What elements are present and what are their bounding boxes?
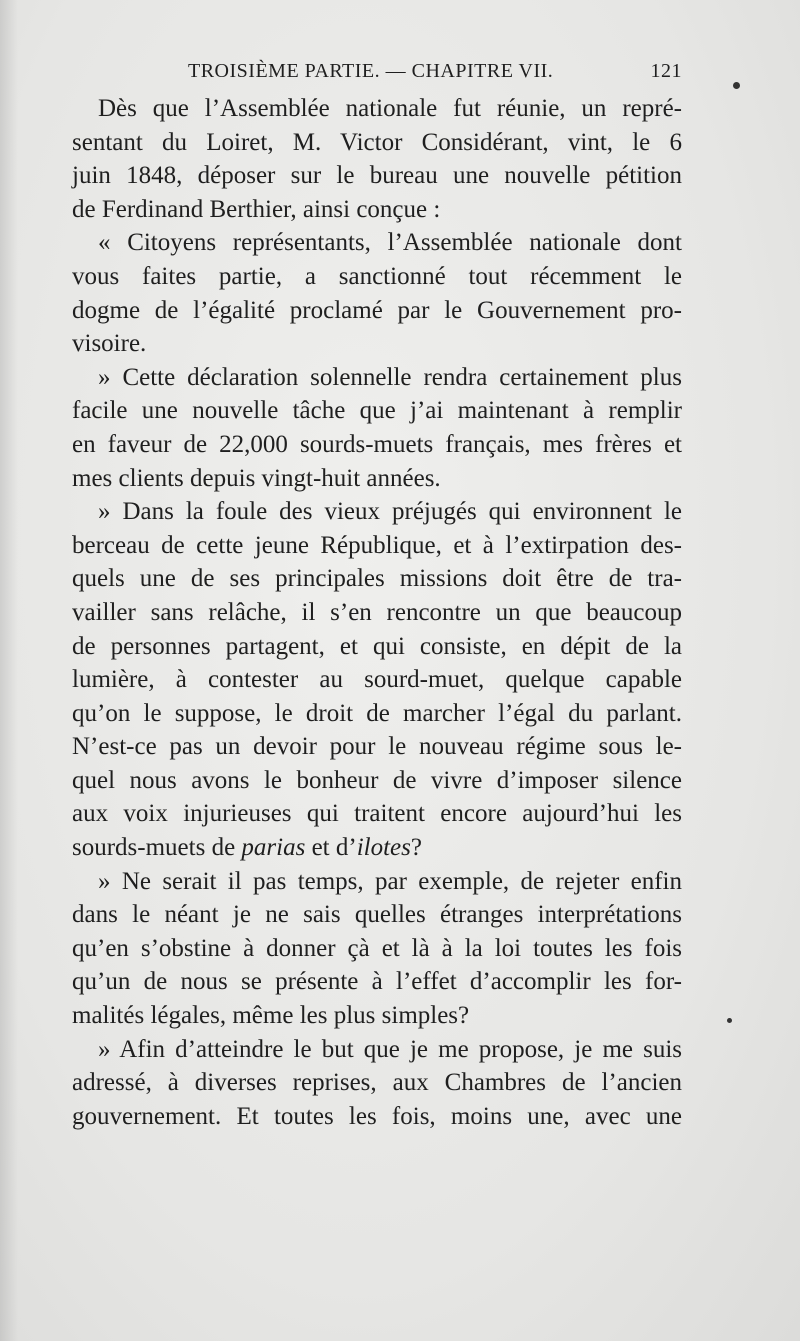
text-line: « Citoyens représentants, l’Assemblée nationale dont (98, 229, 682, 257)
running-head (70, 56, 682, 82)
text-line: berceau de cette jeune République, et à l’extirpation des- (72, 531, 682, 559)
text-line: sentant du Loiret, M. Victor Considérant, vint, le 6 (72, 128, 682, 156)
text-line: facile une nouvelle tâche que j’ai maintenant à remplir (72, 397, 682, 425)
page-number: 121 (650, 60, 682, 82)
text-line: dans le néant je ne sais quelles étranges interprétations (72, 901, 682, 929)
text-line: gouvernement. Et toutes les fois, moins une, avec une (72, 1102, 682, 1130)
text-line: adressé, à diverses reprises, aux Chambres de l’ancien (72, 1069, 682, 1097)
text-line: mes clients depuis vingt-huit années. (72, 464, 441, 492)
text-line: » Afin d’atteindre le but que je me propose, je me suis (98, 1035, 682, 1063)
text-line: quels une de ses principales missions doit être de tra- (72, 565, 682, 593)
text-line: sourds-muets de parias et d’ilotes? (72, 834, 422, 862)
text-line: N’est-ce pas un devoir pour le nouveau régime sous le- (72, 733, 682, 761)
text-line: qu’un de nous se présente à l’effet d’accomplir les for- (72, 968, 682, 996)
italic-word: ilotes (356, 834, 411, 862)
text-line: qu’on le suppose, le droit de marcher l’égal du parlant. (72, 699, 682, 727)
text-line: en faveur de 22,000 sourds-muets français, mes frères et (72, 430, 682, 458)
text-line: dogme de l’égalité proclamé par le Gouvernement pro- (72, 296, 682, 324)
italic-word: parias (241, 834, 306, 862)
text-line: de Ferdinand Berthier, ainsi conçue : (72, 195, 441, 223)
text-line: quel nous avons le bonheur de vivre d’imposer silence (72, 766, 682, 794)
text-line: » Dans la foule des vieux préjugés qui environnent le (98, 498, 682, 526)
text-line: qu’en s’obstine à donner çà et là à la loi toutes les fois (72, 934, 682, 962)
text-line: vailler sans relâche, il s’en rencontre un que beaucoup (72, 598, 682, 626)
text-line: lumière, à contester au sourd-muet, quelque capable (72, 666, 682, 694)
text-line: de personnes partagent, et qui consiste, en dépit de la (72, 632, 682, 660)
body-text (72, 92, 682, 1133)
text-line: Dès que l’Assemblée nationale fut réunie, un repré- (98, 95, 682, 122)
text-line: visoire. (72, 330, 147, 358)
text-line: » Cette déclaration solennelle rendra certainement plus (98, 363, 682, 391)
text-line: vous faites partie, a sanctionné tout récemment le (72, 262, 682, 290)
text-line: » Ne serait il pas temps, par exemple, de rejeter enfin (98, 867, 682, 895)
running-title: TROISIÈME PARTIE. — CHAPITRE VII. (188, 60, 554, 82)
ink-speck-mark (733, 82, 740, 89)
text-line: juin 1848, déposer sur le bureau une nouvelle pétition (72, 162, 682, 190)
text-line: malités légales, même les plus simples? (72, 1002, 470, 1030)
text-line: aux voix injurieuses qui traitent encore aujourd’hui les (72, 800, 682, 828)
ink-speck-mark (727, 1018, 732, 1023)
